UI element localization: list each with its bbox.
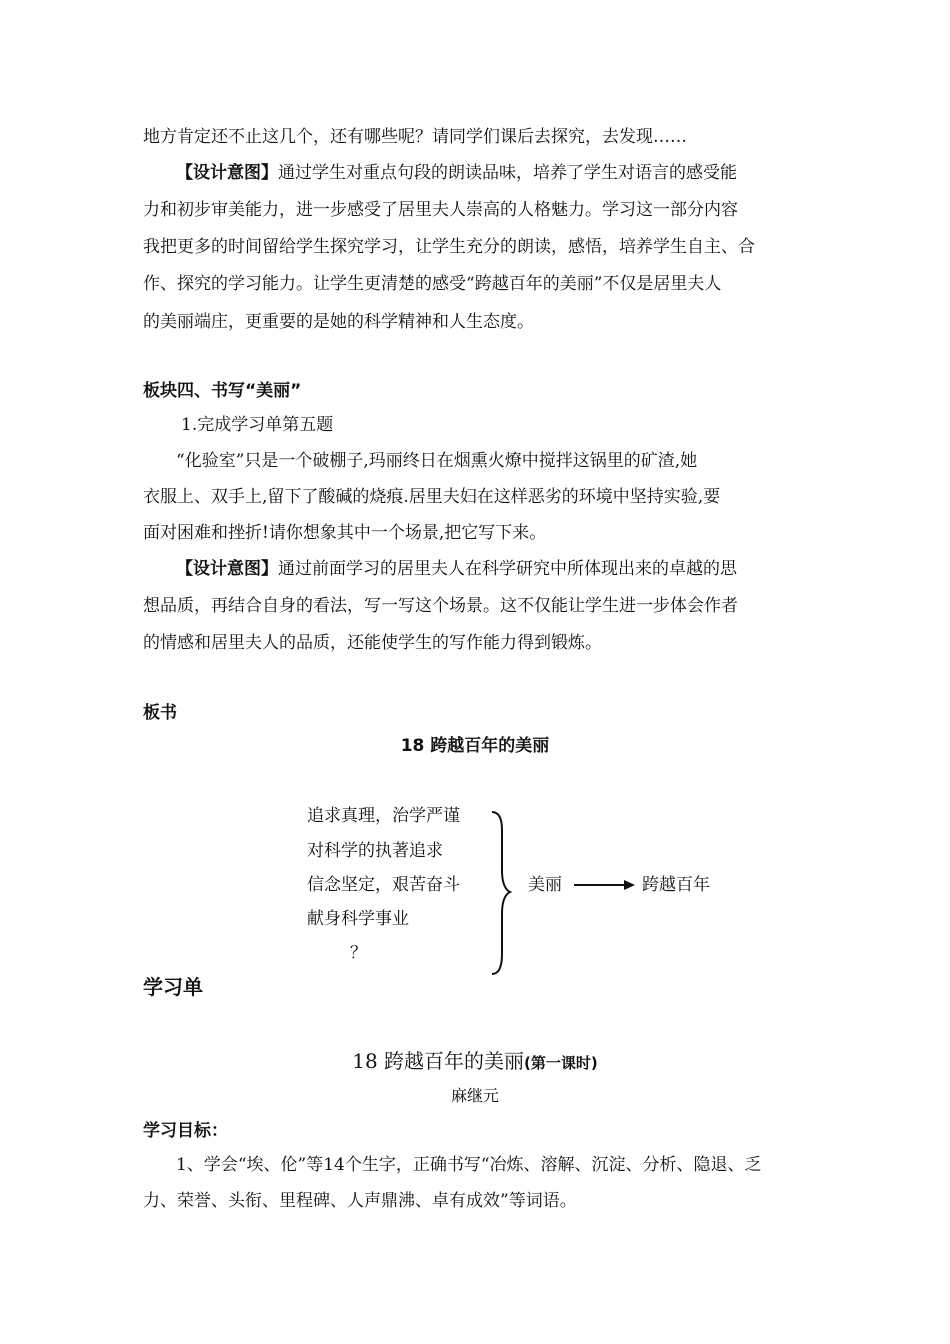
worksheet-title-sub: (第一课时)	[524, 1054, 598, 1072]
design-intent-paragraph	[176, 162, 808, 184]
board-result-word: 跨越百年	[642, 875, 710, 895]
board-item: 追求真理，治学严谨	[307, 806, 460, 826]
task-item: 1.完成学习单第五题	[181, 415, 334, 435]
design-intent-label: 【设计意图】	[176, 559, 278, 579]
curly-brace-icon	[488, 808, 518, 978]
worksheet-author: 麻继元	[450, 1086, 499, 1105]
design-intent-paragraph	[176, 558, 808, 580]
board-item: 信念坚定，艰苦奋斗	[307, 875, 460, 895]
paragraph-line: 面对困难和挫折!请你想象其中一个场景,把它写下来。	[143, 523, 547, 543]
arrow-right-icon	[574, 878, 636, 892]
board-heading: 板书	[143, 703, 177, 723]
worksheet-title	[0, 1048, 950, 1076]
board-center-word: 美丽	[528, 875, 562, 895]
paragraph-line: 衣服上、双手上,留下了酸碱的烧痕.居里夫妇在这样恶劣的环境中坚持实验,要	[143, 487, 721, 507]
board-item: ？	[350, 943, 367, 963]
goals-heading: 学习目标：	[143, 1121, 228, 1141]
worksheet-heading: 学习单	[143, 975, 203, 999]
goal-line: 1、学会“埃、伦”等14个生字，正确书写“冶炼、溶解、沉淀、分析、隐退、乏	[176, 1155, 762, 1175]
paragraph-line: 地方肯定还不止这几个，还有哪些呢？请同学们课后去探究，去发现……	[143, 127, 687, 147]
paragraph-line: 想品质，再结合自身的看法，写一写这个场景。这不仅能让学生进一步体会作者	[143, 596, 738, 616]
board-item: 对科学的执著追求	[307, 841, 443, 861]
paragraph-text: 通过前面学习的居里夫人在科学研究中所体现出来的卓越的思	[278, 559, 737, 579]
board-title: 18 跨越百年的美丽	[400, 736, 550, 756]
paragraph-line: 的情感和居里夫人的品质，还能使学生的写作能力得到锻炼。	[143, 633, 602, 653]
board-item: 献身科学事业	[307, 909, 409, 929]
section-heading: 板块四、书写“美丽”	[143, 381, 302, 401]
paragraph-line: 作、探究的学习能力。让学生更清楚的感受“跨越百年的美丽”不仅是居里夫人	[143, 274, 722, 294]
paragraph-line: 力和初步审美能力，进一步感受了居里夫人崇高的人格魅力。学习这一部分内容	[143, 200, 738, 220]
goal-line: 力、荣誉、头衔、里程碑、人声鼎沸、卓有成效”等词语。	[143, 1191, 577, 1211]
paragraph-line: 的美丽端庄，更重要的是她的科学精神和人生态度。	[143, 312, 534, 332]
paragraph-line: “化验室”只是一个破棚子,玛丽终日在烟熏火燎中搅拌这锅里的矿渣,她	[176, 451, 698, 471]
paragraph-line: 我把更多的时间留给学生探究学习，让学生充分的朗读，感悟，培养学生自主、合	[143, 237, 755, 257]
worksheet-title-main: 18 跨越百年的美丽	[352, 1049, 525, 1073]
design-intent-label: 【设计意图】	[176, 163, 278, 183]
paragraph-text: 通过学生对重点句段的朗读品味，培养了学生对语言的感受能	[278, 163, 737, 183]
